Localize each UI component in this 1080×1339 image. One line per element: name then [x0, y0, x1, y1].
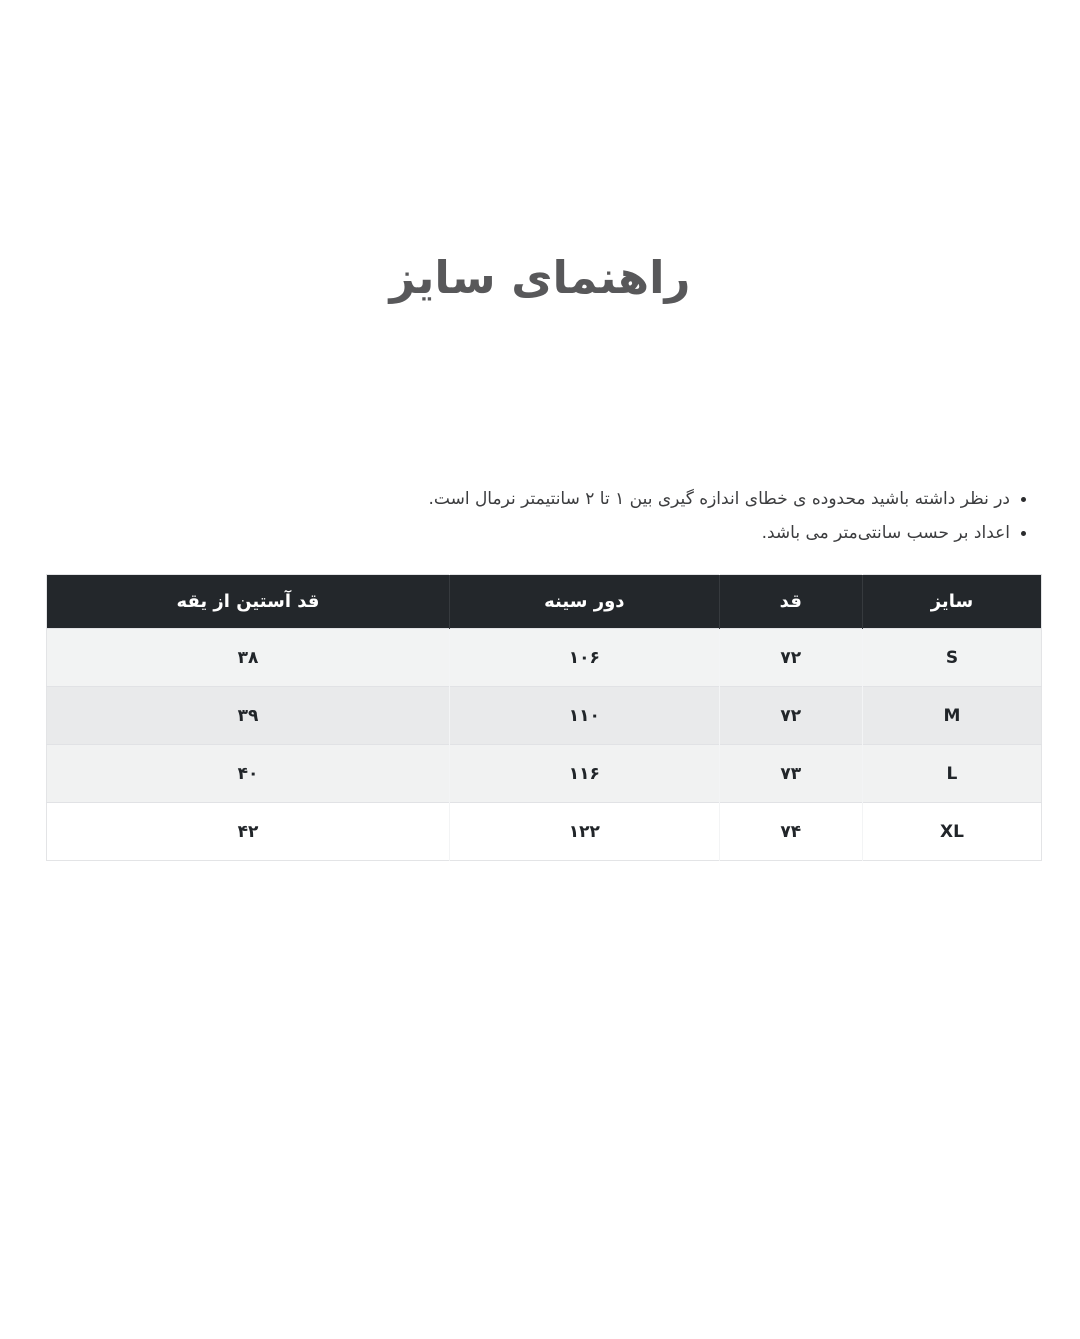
cell-chest: ۱۱۰: [450, 687, 720, 745]
cell-length: ۷۴: [719, 803, 862, 861]
note-item-measurement-error: • در نظر داشته باشید محدوده ی خطای اندازه گیری بین ۱ تا ۲ سانتیمتر نرمال است.: [38, 482, 1010, 516]
cell-sleeve: ۴۰: [47, 745, 450, 803]
table-row-m: [47, 687, 1042, 745]
cell-size: S: [862, 629, 1041, 687]
cell-size: M: [862, 687, 1041, 745]
cell-sleeve: ۴۲: [47, 803, 450, 861]
page-title: راهنمای سایز: [389, 251, 691, 304]
cell-chest: ۱۲۲: [450, 803, 720, 861]
cell-length: ۷۳: [719, 745, 862, 803]
size-table-head: [47, 575, 1042, 629]
notes-section: [0, 482, 1080, 550]
col-header-size: سایز: [862, 575, 1041, 629]
table-row-xl: [47, 803, 1042, 861]
note-item-unit: • اعداد بر حسب سانتی‌متر می باشد.: [38, 516, 1010, 550]
cell-sleeve: ۳۹: [47, 687, 450, 745]
size-table: [46, 574, 1042, 861]
cell-length: ۷۲: [719, 629, 862, 687]
col-header-chest: دور سینه: [450, 575, 720, 629]
col-header-length: قد: [719, 575, 862, 629]
header-row: [47, 575, 1042, 629]
col-header-sleeve-from-collar: قد آستین از یقه: [47, 575, 450, 629]
size-table-container: [46, 574, 1042, 861]
table-row-l: [47, 745, 1042, 803]
cell-length: ۷۲: [719, 687, 862, 745]
cell-size: XL: [862, 803, 1041, 861]
size-table-body: [47, 629, 1042, 861]
cell-size: L: [862, 745, 1041, 803]
cell-chest: ۱۰۶: [450, 629, 720, 687]
notes-list: [38, 482, 1034, 550]
table-row-s: [47, 629, 1042, 687]
cell-chest: ۱۱۶: [450, 745, 720, 803]
cell-sleeve: ۳۸: [47, 629, 450, 687]
